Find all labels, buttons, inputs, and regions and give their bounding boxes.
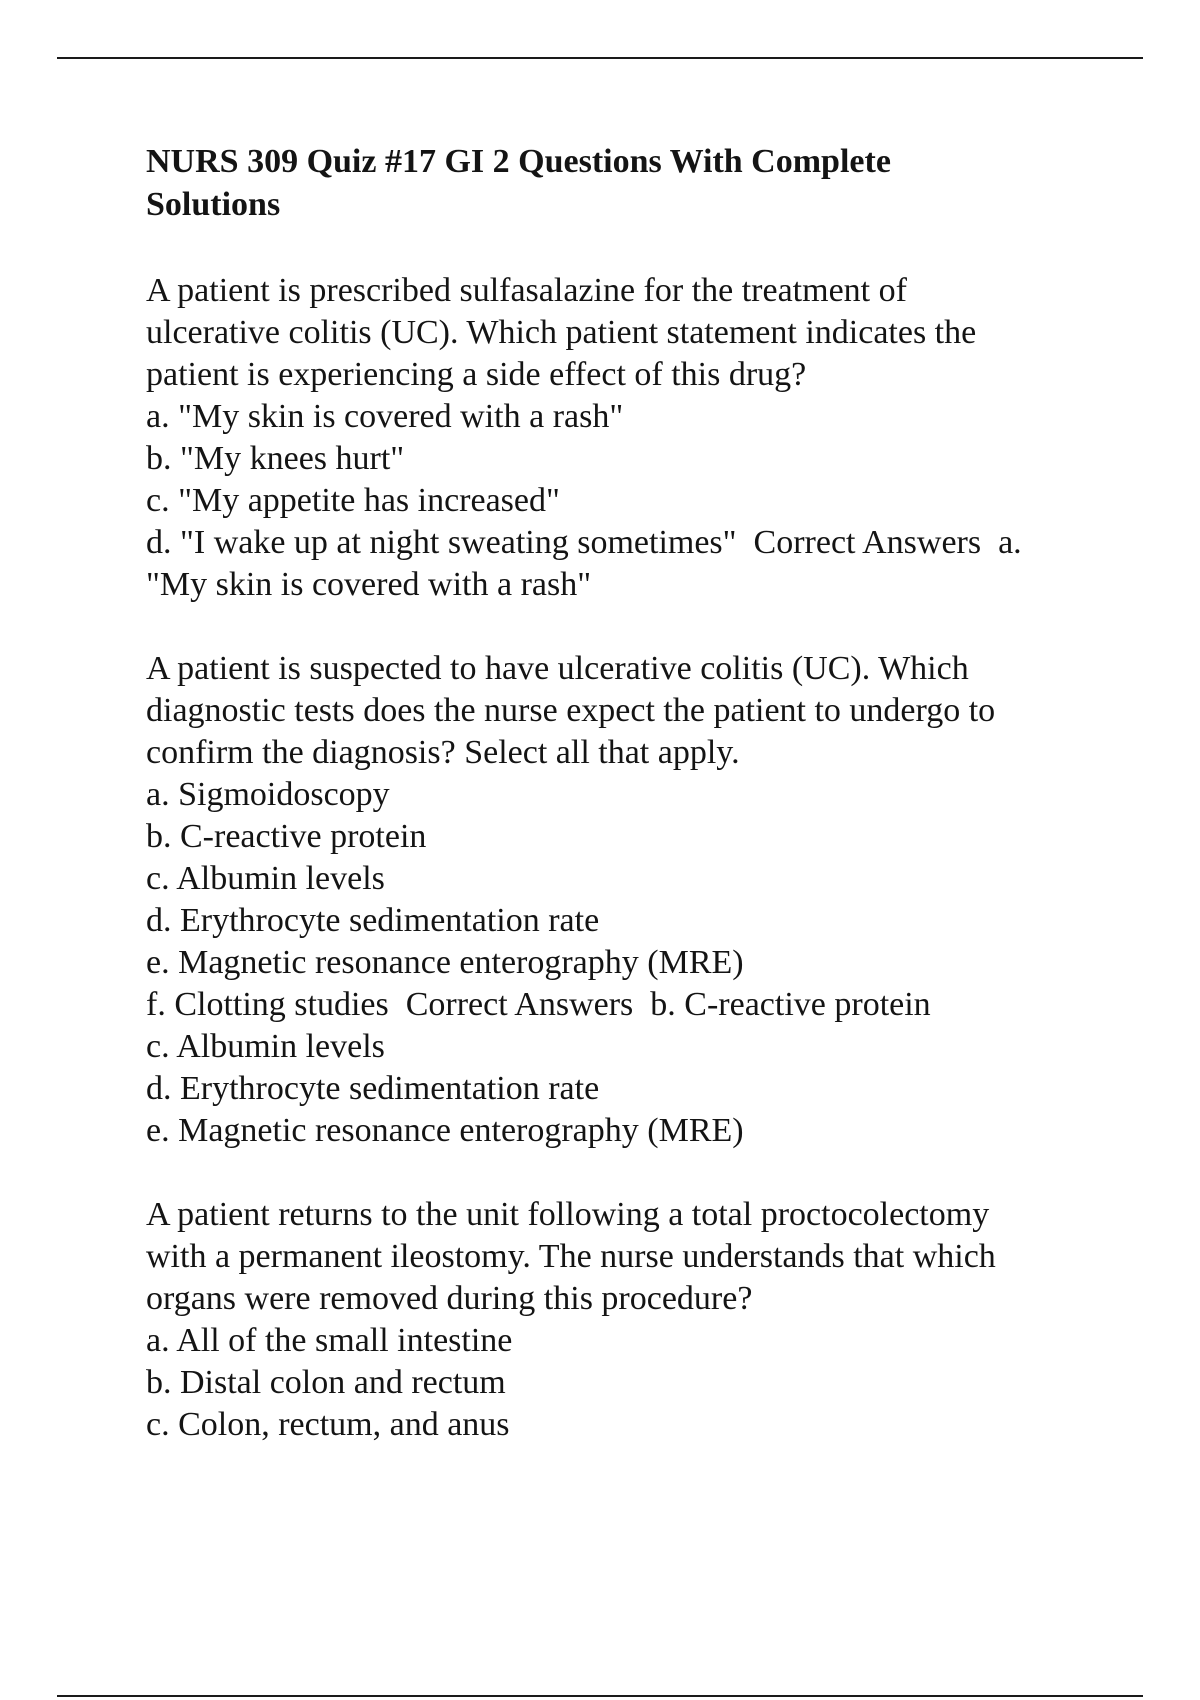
footer-rule — [57, 1695, 1143, 1697]
question-stem-line: confirm the diagnosis? Select all that apply. — [146, 734, 740, 771]
header-rule — [57, 57, 1143, 59]
correct-answer-continuation: d. Erythrocyte sedimentation rate — [146, 1070, 600, 1107]
answer-option: a. All of the small intestine — [146, 1322, 513, 1359]
question-stem-line: A patient is prescribed sulfasalazine for the treatment of — [146, 272, 907, 309]
question-stem-line: organs were removed during this procedure? — [146, 1280, 753, 1317]
answer-option: a. "My skin is covered with a rash" — [146, 398, 624, 435]
question-2 — [146, 648, 1106, 1152]
answer-option: a. Sigmoidoscopy — [146, 776, 390, 813]
answer-option: e. Magnetic resonance enterography (MRE) — [146, 944, 744, 981]
question-stem-line: ulcerative colitis (UC). Which patient statement indicates the — [146, 314, 977, 351]
title-line: Solutions — [146, 186, 281, 223]
title-line: NURS 309 Quiz #17 GI 2 Questions With Complete — [146, 143, 891, 180]
answer-option: d. Erythrocyte sedimentation rate — [146, 902, 600, 939]
correct-answer-continuation: e. Magnetic resonance enterography (MRE) — [146, 1112, 744, 1149]
correct-answer-continuation: c. Albumin levels — [146, 1028, 385, 1065]
question-stem-line: with a permanent ileostomy. The nurse understands that which — [146, 1238, 996, 1275]
answer-option: c. Albumin levels — [146, 860, 385, 897]
document-body — [146, 140, 1106, 1488]
question-stem-line: A patient returns to the unit following a total proctocolectomy — [146, 1196, 990, 1233]
answer-option: c. "My appetite has increased" — [146, 482, 560, 519]
answer-option-with-correct-answer: f. Clotting studies Correct Answers b. C-reactive protein — [146, 986, 931, 1023]
question-stem-line: A patient is suspected to have ulcerative colitis (UC). Which — [146, 650, 969, 687]
document-title — [146, 140, 1026, 226]
correct-answer-continuation: "My skin is covered with a rash" — [146, 566, 592, 603]
answer-option: b. "My knees hurt" — [146, 440, 405, 477]
answer-option: b. C-reactive protein — [146, 818, 427, 855]
question-stem-line: patient is experiencing a side effect of this drug? — [146, 356, 807, 393]
question-1 — [146, 270, 1106, 606]
question-3 — [146, 1194, 1106, 1446]
answer-option: c. Colon, rectum, and anus — [146, 1406, 510, 1443]
answer-option-with-correct-answer: d. "I wake up at night sweating sometimes" Correct Answers a. — [146, 524, 1022, 561]
answer-option: b. Distal colon and rectum — [146, 1364, 506, 1401]
question-stem-line: diagnostic tests does the nurse expect the patient to undergo to — [146, 692, 996, 729]
